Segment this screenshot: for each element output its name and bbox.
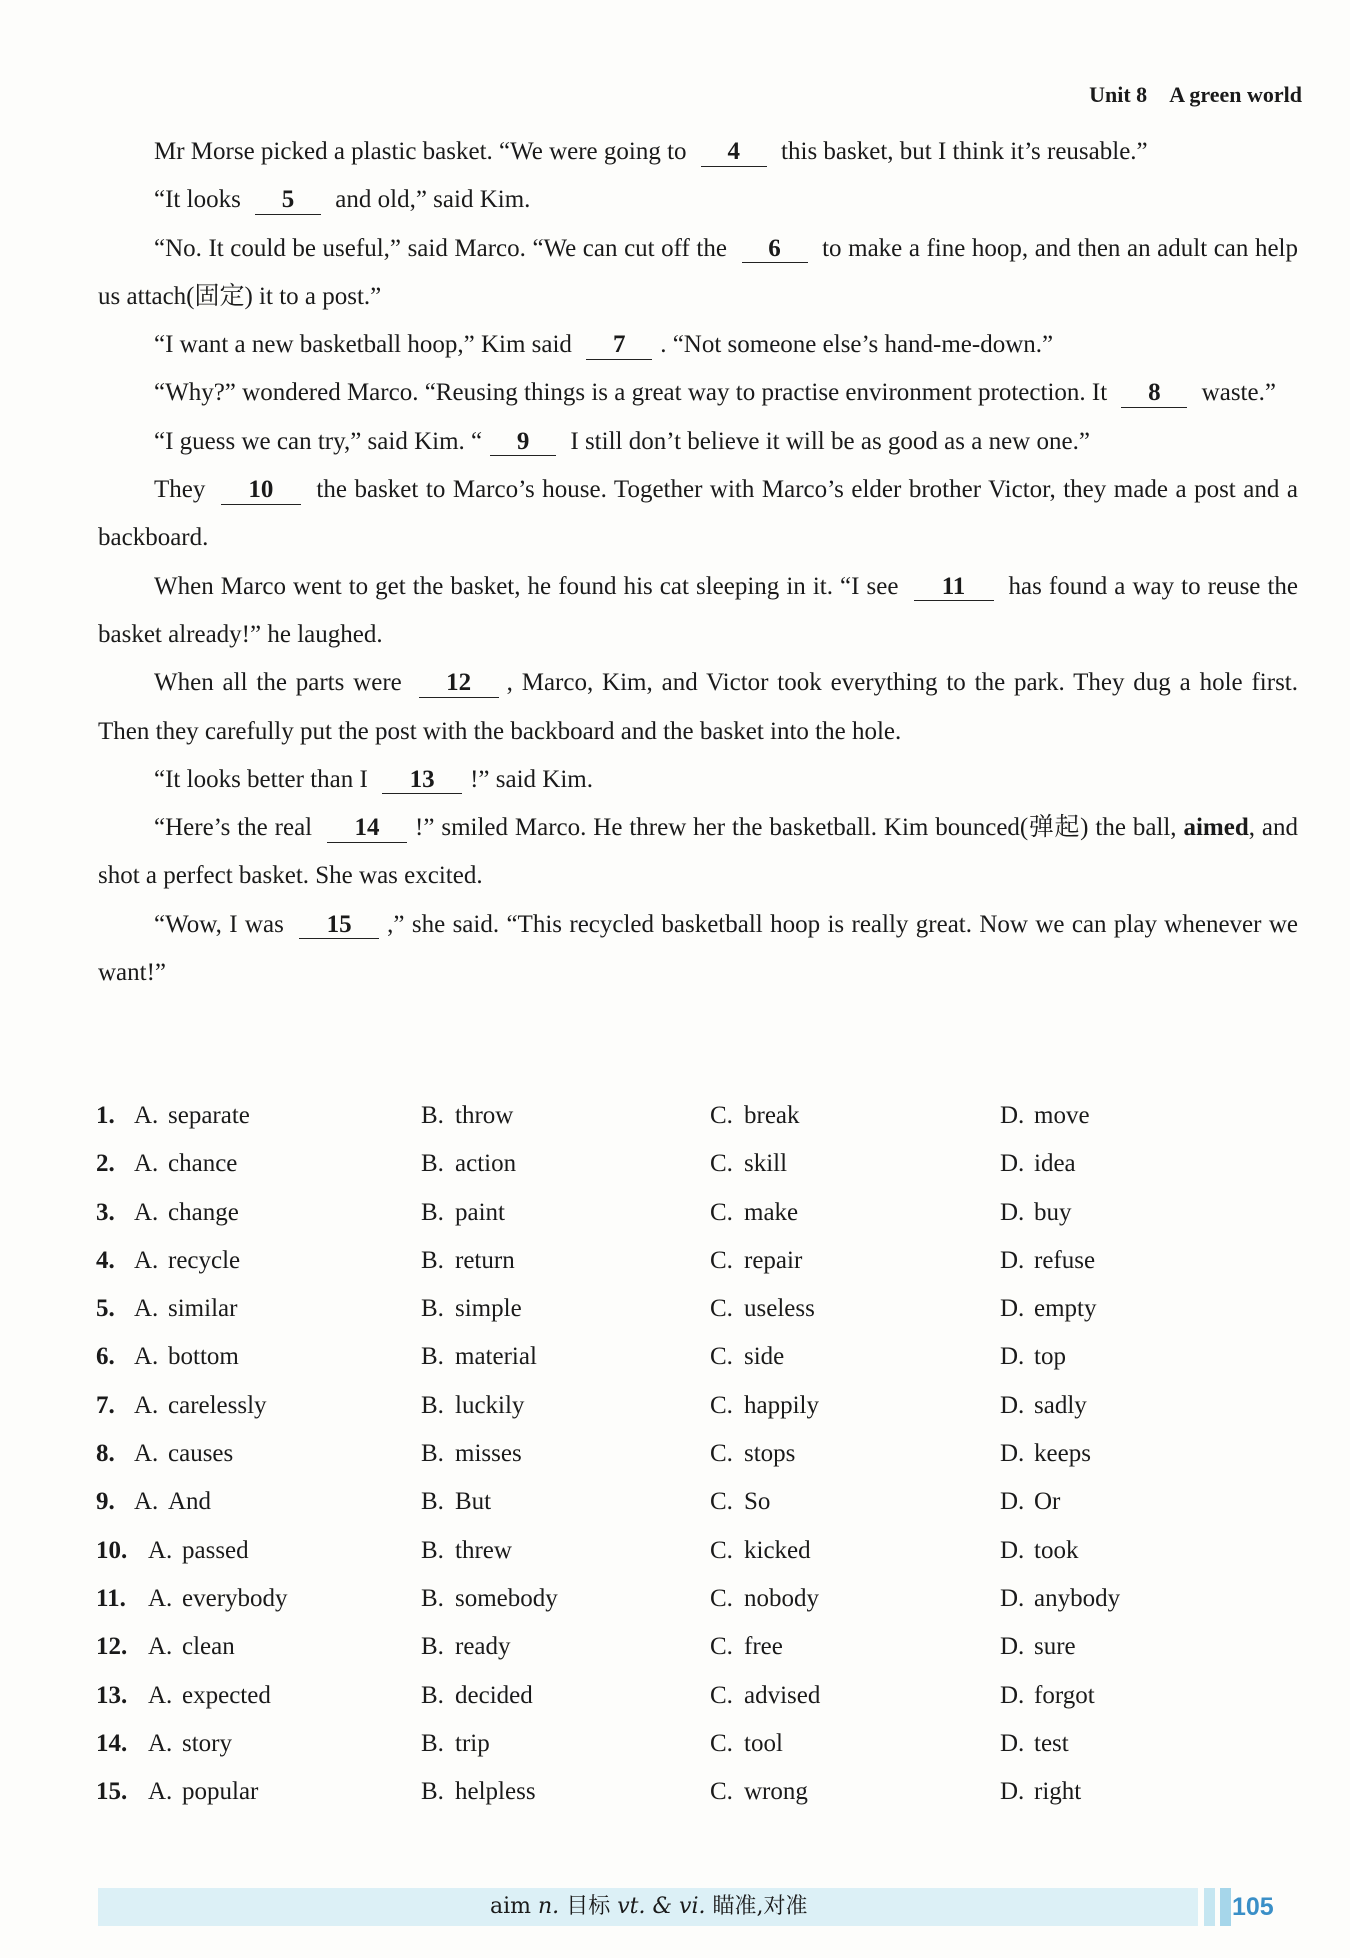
option-word: expected (182, 1681, 271, 1709)
passage-text: has found a way to reuse the basket already!” he laughed. (98, 572, 1298, 648)
passage-text: “No. It could be useful,” said Marco. “We can cut off the (154, 234, 734, 262)
option-letter: C. (710, 1584, 733, 1612)
option-letter: C. (710, 1246, 733, 1274)
option-word: forgot (1034, 1681, 1095, 1709)
passage-text: “It looks (154, 186, 248, 214)
option-a (148, 1672, 271, 1720)
passage-text: , and shot a perfect basket. She was excited. (98, 814, 1298, 890)
blank-9: 9 (490, 428, 556, 457)
option-d (1000, 1478, 1060, 1526)
option-word: chance (168, 1150, 238, 1178)
option-letter: C. (710, 1536, 733, 1564)
passage-paragraph (98, 756, 1298, 804)
option-letter: D. (1000, 1729, 1025, 1757)
option-word: make (744, 1198, 799, 1226)
option-c (710, 1333, 784, 1381)
option-c (710, 1768, 808, 1816)
option-word: sadly (1034, 1391, 1087, 1419)
option-row (96, 1092, 1296, 1140)
option-d (1000, 1623, 1076, 1671)
option-word: somebody (455, 1584, 558, 1612)
option-letter: A. (134, 1246, 159, 1274)
passage-paragraph (98, 128, 1298, 176)
option-d (1000, 1527, 1078, 1575)
option-word: everybody (182, 1584, 288, 1612)
option-word: anybody (1034, 1584, 1121, 1612)
option-word: misses (455, 1440, 522, 1468)
option-letter: C. (710, 1343, 733, 1371)
option-a (134, 1478, 211, 1526)
option-letter: B. (421, 1440, 444, 1468)
option-word: simple (455, 1295, 522, 1323)
passage-text: “Here’s the real (154, 814, 320, 842)
option-letter: B. (421, 1681, 444, 1709)
unit-label: Unit 8 (1089, 82, 1148, 107)
option-c (710, 1720, 783, 1768)
option-letter: B. (421, 1150, 444, 1178)
vocab-def-verb: 瞄准,对准 (712, 1894, 808, 1919)
option-letter: D. (1000, 1150, 1025, 1178)
option-c (710, 1382, 819, 1430)
passage-paragraph (98, 369, 1298, 417)
option-row (96, 1623, 1296, 1671)
option-word: recycle (168, 1246, 241, 1274)
option-letter: B. (421, 1102, 444, 1129)
passage-paragraph (98, 804, 1298, 901)
passage-paragraph (98, 321, 1298, 369)
option-letter: A. (134, 1295, 159, 1323)
option-word: threw (455, 1536, 512, 1564)
passage-text: “I want a new basketball hoop,” Kim said (154, 331, 579, 359)
option-a (134, 1382, 267, 1430)
option-a (148, 1720, 232, 1768)
option-a (134, 1237, 240, 1285)
option-b (421, 1672, 533, 1720)
question-number: 6. (96, 1343, 115, 1371)
passage-paragraph (98, 225, 1298, 322)
option-a (134, 1140, 237, 1188)
blank-6: 6 (742, 235, 808, 264)
vocab-note (490, 1889, 808, 1925)
question-number: 11. (96, 1584, 126, 1612)
option-letter: D. (1000, 1584, 1025, 1612)
option-letter: A. (148, 1536, 173, 1564)
option-word: But (455, 1488, 492, 1516)
blank-12: 12 (419, 669, 499, 698)
option-word: tool (744, 1729, 783, 1757)
option-a (134, 1430, 233, 1478)
option-letter: B. (421, 1536, 444, 1564)
passage-text: , Marco, Kim, and Victor took everything to the park. They dug a hole first. Then they carefully put the post with the backboard and the basket into the hole. (98, 669, 1299, 745)
option-word: And (168, 1488, 212, 1516)
option-letter: C. (710, 1198, 733, 1226)
option-word: Or (1034, 1488, 1061, 1516)
option-word: useless (744, 1295, 815, 1323)
option-d (1000, 1237, 1095, 1285)
option-letter: C. (710, 1633, 733, 1661)
passage-paragraph (98, 176, 1298, 224)
option-word: paint (455, 1198, 505, 1226)
option-word: helpless (455, 1778, 536, 1806)
cloze-passage (98, 128, 1298, 997)
decor-stripe (1220, 1888, 1231, 1926)
option-word: change (168, 1198, 239, 1226)
option-letter: A. (134, 1391, 159, 1419)
option-b (421, 1575, 558, 1623)
option-word: refuse (1034, 1246, 1096, 1274)
option-d (1000, 1140, 1076, 1188)
option-d (1000, 1285, 1097, 1333)
option-row (96, 1720, 1296, 1768)
option-word: took (1034, 1536, 1079, 1564)
option-row (96, 1140, 1296, 1188)
passage-text: to make a fine hoop, and then an adult can help us attach(固定) it to a post.” (98, 234, 1298, 310)
option-c (710, 1237, 802, 1285)
question-number: 4. (96, 1246, 115, 1274)
option-d (1000, 1575, 1120, 1623)
passage-text: this basket, but I think it’s reusable.” (774, 138, 1148, 165)
option-a (134, 1189, 239, 1237)
option-letter: A. (134, 1150, 159, 1178)
option-word: test (1034, 1729, 1069, 1757)
option-word: kicked (744, 1536, 811, 1564)
option-letter: D. (1000, 1343, 1025, 1371)
option-letter: C. (710, 1150, 733, 1178)
option-word: keeps (1034, 1440, 1091, 1468)
option-letter: C. (710, 1295, 733, 1323)
option-letter: B. (421, 1488, 444, 1516)
option-letter: B. (421, 1198, 444, 1226)
option-b (421, 1478, 491, 1526)
option-b (421, 1285, 522, 1333)
option-c (710, 1140, 787, 1188)
option-letter: A. (134, 1440, 159, 1468)
option-letter: A. (134, 1343, 159, 1371)
option-word: repair (744, 1246, 803, 1274)
page-number: 105 (1232, 1893, 1274, 1921)
passage-paragraph (98, 563, 1298, 660)
option-word: clean (182, 1633, 235, 1661)
option-word: similar (168, 1295, 238, 1323)
option-word: side (744, 1343, 785, 1371)
option-a (134, 1333, 239, 1381)
blank-4: 4 (701, 138, 767, 167)
option-word: wrong (744, 1778, 808, 1806)
option-c (710, 1478, 770, 1526)
option-letter: D. (1000, 1633, 1025, 1661)
option-a (134, 1092, 250, 1140)
option-row (96, 1285, 1296, 1333)
blank-14: 14 (327, 814, 407, 843)
option-word: throw (455, 1102, 514, 1129)
option-word: separate (168, 1102, 250, 1129)
passage-text: When all the parts were (154, 669, 411, 697)
passage-text: When Marco went to get the basket, he found his cat sleeping in it. “I see (154, 572, 906, 600)
option-c (710, 1092, 800, 1140)
option-d (1000, 1720, 1069, 1768)
option-a (148, 1768, 258, 1816)
passage-text: “Why?” wondered Marco. “Reusing things is a great way to practise environment protection. It (154, 379, 1114, 407)
vocab-word: aim (490, 1894, 532, 1919)
option-row (96, 1382, 1296, 1430)
option-letter: A. (148, 1729, 173, 1757)
option-letter: D. (1000, 1488, 1025, 1516)
option-word: move (1034, 1102, 1090, 1129)
bold-keyword: aimed (1183, 814, 1249, 842)
option-word: story (182, 1729, 232, 1757)
option-b (421, 1720, 490, 1768)
option-letter: C. (710, 1102, 733, 1129)
option-c (710, 1527, 811, 1575)
option-word: trip (455, 1729, 490, 1757)
option-row (96, 1478, 1296, 1526)
passage-text: “Wow, I was (154, 910, 292, 938)
option-word: return (455, 1246, 515, 1274)
question-number: 7. (96, 1391, 115, 1419)
option-b (421, 1092, 513, 1140)
option-word: nobody (744, 1584, 819, 1612)
passage-text: !” said Kim. (470, 765, 593, 793)
option-c (710, 1285, 815, 1333)
blank-10: 10 (221, 476, 301, 505)
option-letter: D. (1000, 1536, 1025, 1564)
option-b (421, 1333, 537, 1381)
option-word: So (744, 1488, 771, 1516)
option-letter: D. (1000, 1246, 1025, 1274)
option-b (421, 1382, 524, 1430)
option-letter: D. (1000, 1102, 1025, 1129)
option-letter: C. (710, 1778, 733, 1806)
option-row (96, 1430, 1296, 1478)
option-b (421, 1527, 512, 1575)
passage-text: “It looks better than I (154, 765, 375, 793)
question-number: 15. (96, 1778, 128, 1806)
option-word: stops (744, 1440, 796, 1468)
option-row (96, 1189, 1296, 1237)
question-number: 12. (96, 1633, 128, 1661)
option-word: free (744, 1633, 783, 1661)
option-word: popular (182, 1778, 259, 1806)
option-letter: B. (421, 1633, 444, 1661)
option-b (421, 1768, 536, 1816)
option-word: empty (1034, 1295, 1097, 1323)
option-letter: A. (148, 1681, 173, 1709)
option-c (710, 1623, 783, 1671)
option-b (421, 1140, 516, 1188)
option-word: passed (182, 1536, 249, 1564)
option-d (1000, 1430, 1091, 1478)
blank-8: 8 (1121, 379, 1187, 408)
option-letter: D. (1000, 1681, 1025, 1709)
option-c (710, 1575, 819, 1623)
option-c (710, 1189, 798, 1237)
passage-paragraph (98, 659, 1298, 756)
option-row (96, 1237, 1296, 1285)
option-b (421, 1430, 522, 1478)
option-letter: C. (710, 1391, 733, 1419)
vocab-pos-verb: vt. & vi. (617, 1894, 706, 1919)
option-letter: C. (710, 1488, 733, 1516)
passage-paragraph (98, 418, 1298, 466)
passage-text: and old,” said Kim. (329, 186, 531, 214)
option-word: buy (1034, 1198, 1072, 1226)
question-number: 1. (96, 1102, 115, 1129)
option-row (96, 1333, 1296, 1381)
option-letter: B. (421, 1778, 444, 1806)
option-letter: A. (134, 1488, 159, 1516)
passage-text: !” smiled Marco. He threw her the basketball. Kim bounced(弹起) the ball, (415, 814, 1184, 842)
option-word: idea (1034, 1150, 1076, 1178)
option-letter: B. (421, 1584, 444, 1612)
option-word: advised (744, 1681, 821, 1709)
passage-paragraph (98, 466, 1298, 563)
option-word: right (1034, 1778, 1082, 1806)
option-b (421, 1189, 505, 1237)
question-number: 14. (96, 1729, 128, 1757)
option-word: top (1034, 1343, 1066, 1371)
unit-title: A green world (1169, 82, 1302, 107)
option-letter: B. (421, 1729, 444, 1757)
option-d (1000, 1672, 1095, 1720)
option-a (148, 1623, 235, 1671)
vocab-def-noun: 目标 (566, 1894, 611, 1919)
passage-text: . “Not someone else’s hand-me-down.” (660, 331, 1054, 359)
option-letter: C. (710, 1440, 733, 1468)
option-letter: D. (1000, 1391, 1025, 1419)
passage-text: They (154, 476, 213, 504)
option-row (96, 1768, 1296, 1816)
option-word: luckily (455, 1391, 525, 1419)
option-letter: B. (421, 1391, 444, 1419)
option-letter: C. (710, 1729, 733, 1757)
passage-text: I still don’t believe it will be as good as a new one.” (564, 427, 1090, 455)
question-number: 10. (96, 1536, 128, 1564)
option-letter: D. (1000, 1440, 1025, 1468)
blank-13: 13 (382, 766, 462, 795)
option-word: action (455, 1150, 517, 1178)
option-letter: A. (148, 1584, 173, 1612)
blank-11: 11 (914, 573, 994, 602)
option-row (96, 1672, 1296, 1720)
passage-text: Mr Morse picked a plastic basket. “We were going to (154, 138, 693, 165)
option-letter: C. (710, 1681, 733, 1709)
question-number: 5. (96, 1295, 115, 1323)
option-d (1000, 1189, 1072, 1237)
passage-paragraph (98, 901, 1298, 998)
option-word: skill (744, 1150, 788, 1178)
passage-text: waste.” (1195, 379, 1276, 407)
vocab-pos-noun: n. (538, 1894, 560, 1919)
option-word: happily (744, 1391, 819, 1419)
option-word: decided (455, 1681, 533, 1709)
option-word: bottom (168, 1343, 239, 1371)
option-d (1000, 1333, 1066, 1381)
option-word: ready (455, 1633, 511, 1661)
option-c (710, 1430, 795, 1478)
option-a (148, 1527, 249, 1575)
option-a (134, 1285, 237, 1333)
option-row (96, 1527, 1296, 1575)
question-number: 13. (96, 1681, 128, 1709)
option-row (96, 1575, 1296, 1623)
blank-5: 5 (255, 186, 321, 215)
option-a (148, 1575, 288, 1623)
question-number: 2. (96, 1150, 115, 1178)
option-letter: B. (421, 1295, 444, 1323)
blank-15: 15 (299, 911, 379, 940)
option-word: sure (1034, 1633, 1076, 1661)
option-letter: A. (134, 1102, 159, 1129)
question-number: 3. (96, 1198, 115, 1226)
option-d (1000, 1382, 1087, 1430)
answer-options (96, 1092, 1296, 1816)
option-word: carelessly (168, 1391, 267, 1419)
passage-text: “I guess we can try,” said Kim. “ (154, 427, 483, 455)
passage-text: the basket to Marco’s house. Together with Marco’s elder brother Victor, they made a post and a backboard. (98, 476, 1298, 552)
option-letter: B. (421, 1343, 444, 1371)
option-word: break (744, 1102, 800, 1129)
question-number: 9. (96, 1488, 115, 1516)
option-d (1000, 1768, 1081, 1816)
option-letter: D. (1000, 1198, 1025, 1226)
option-c (710, 1672, 820, 1720)
option-letter: D. (1000, 1778, 1025, 1806)
option-letter: A. (134, 1198, 159, 1226)
page-header (1089, 82, 1302, 108)
passage-text: ,” she said. “This recycled basketball hoop is really great. Now we can play whenever we want!” (98, 910, 1298, 987)
question-number: 8. (96, 1440, 115, 1468)
option-word: material (455, 1343, 537, 1371)
option-word: causes (168, 1440, 234, 1468)
option-b (421, 1237, 515, 1285)
decor-stripe (1204, 1888, 1215, 1926)
option-b (421, 1623, 511, 1671)
option-d (1000, 1092, 1090, 1140)
option-letter: B. (421, 1246, 444, 1274)
option-letter: A. (148, 1633, 173, 1661)
option-letter: D. (1000, 1295, 1025, 1323)
blank-7: 7 (586, 331, 652, 360)
option-letter: A. (148, 1778, 173, 1806)
